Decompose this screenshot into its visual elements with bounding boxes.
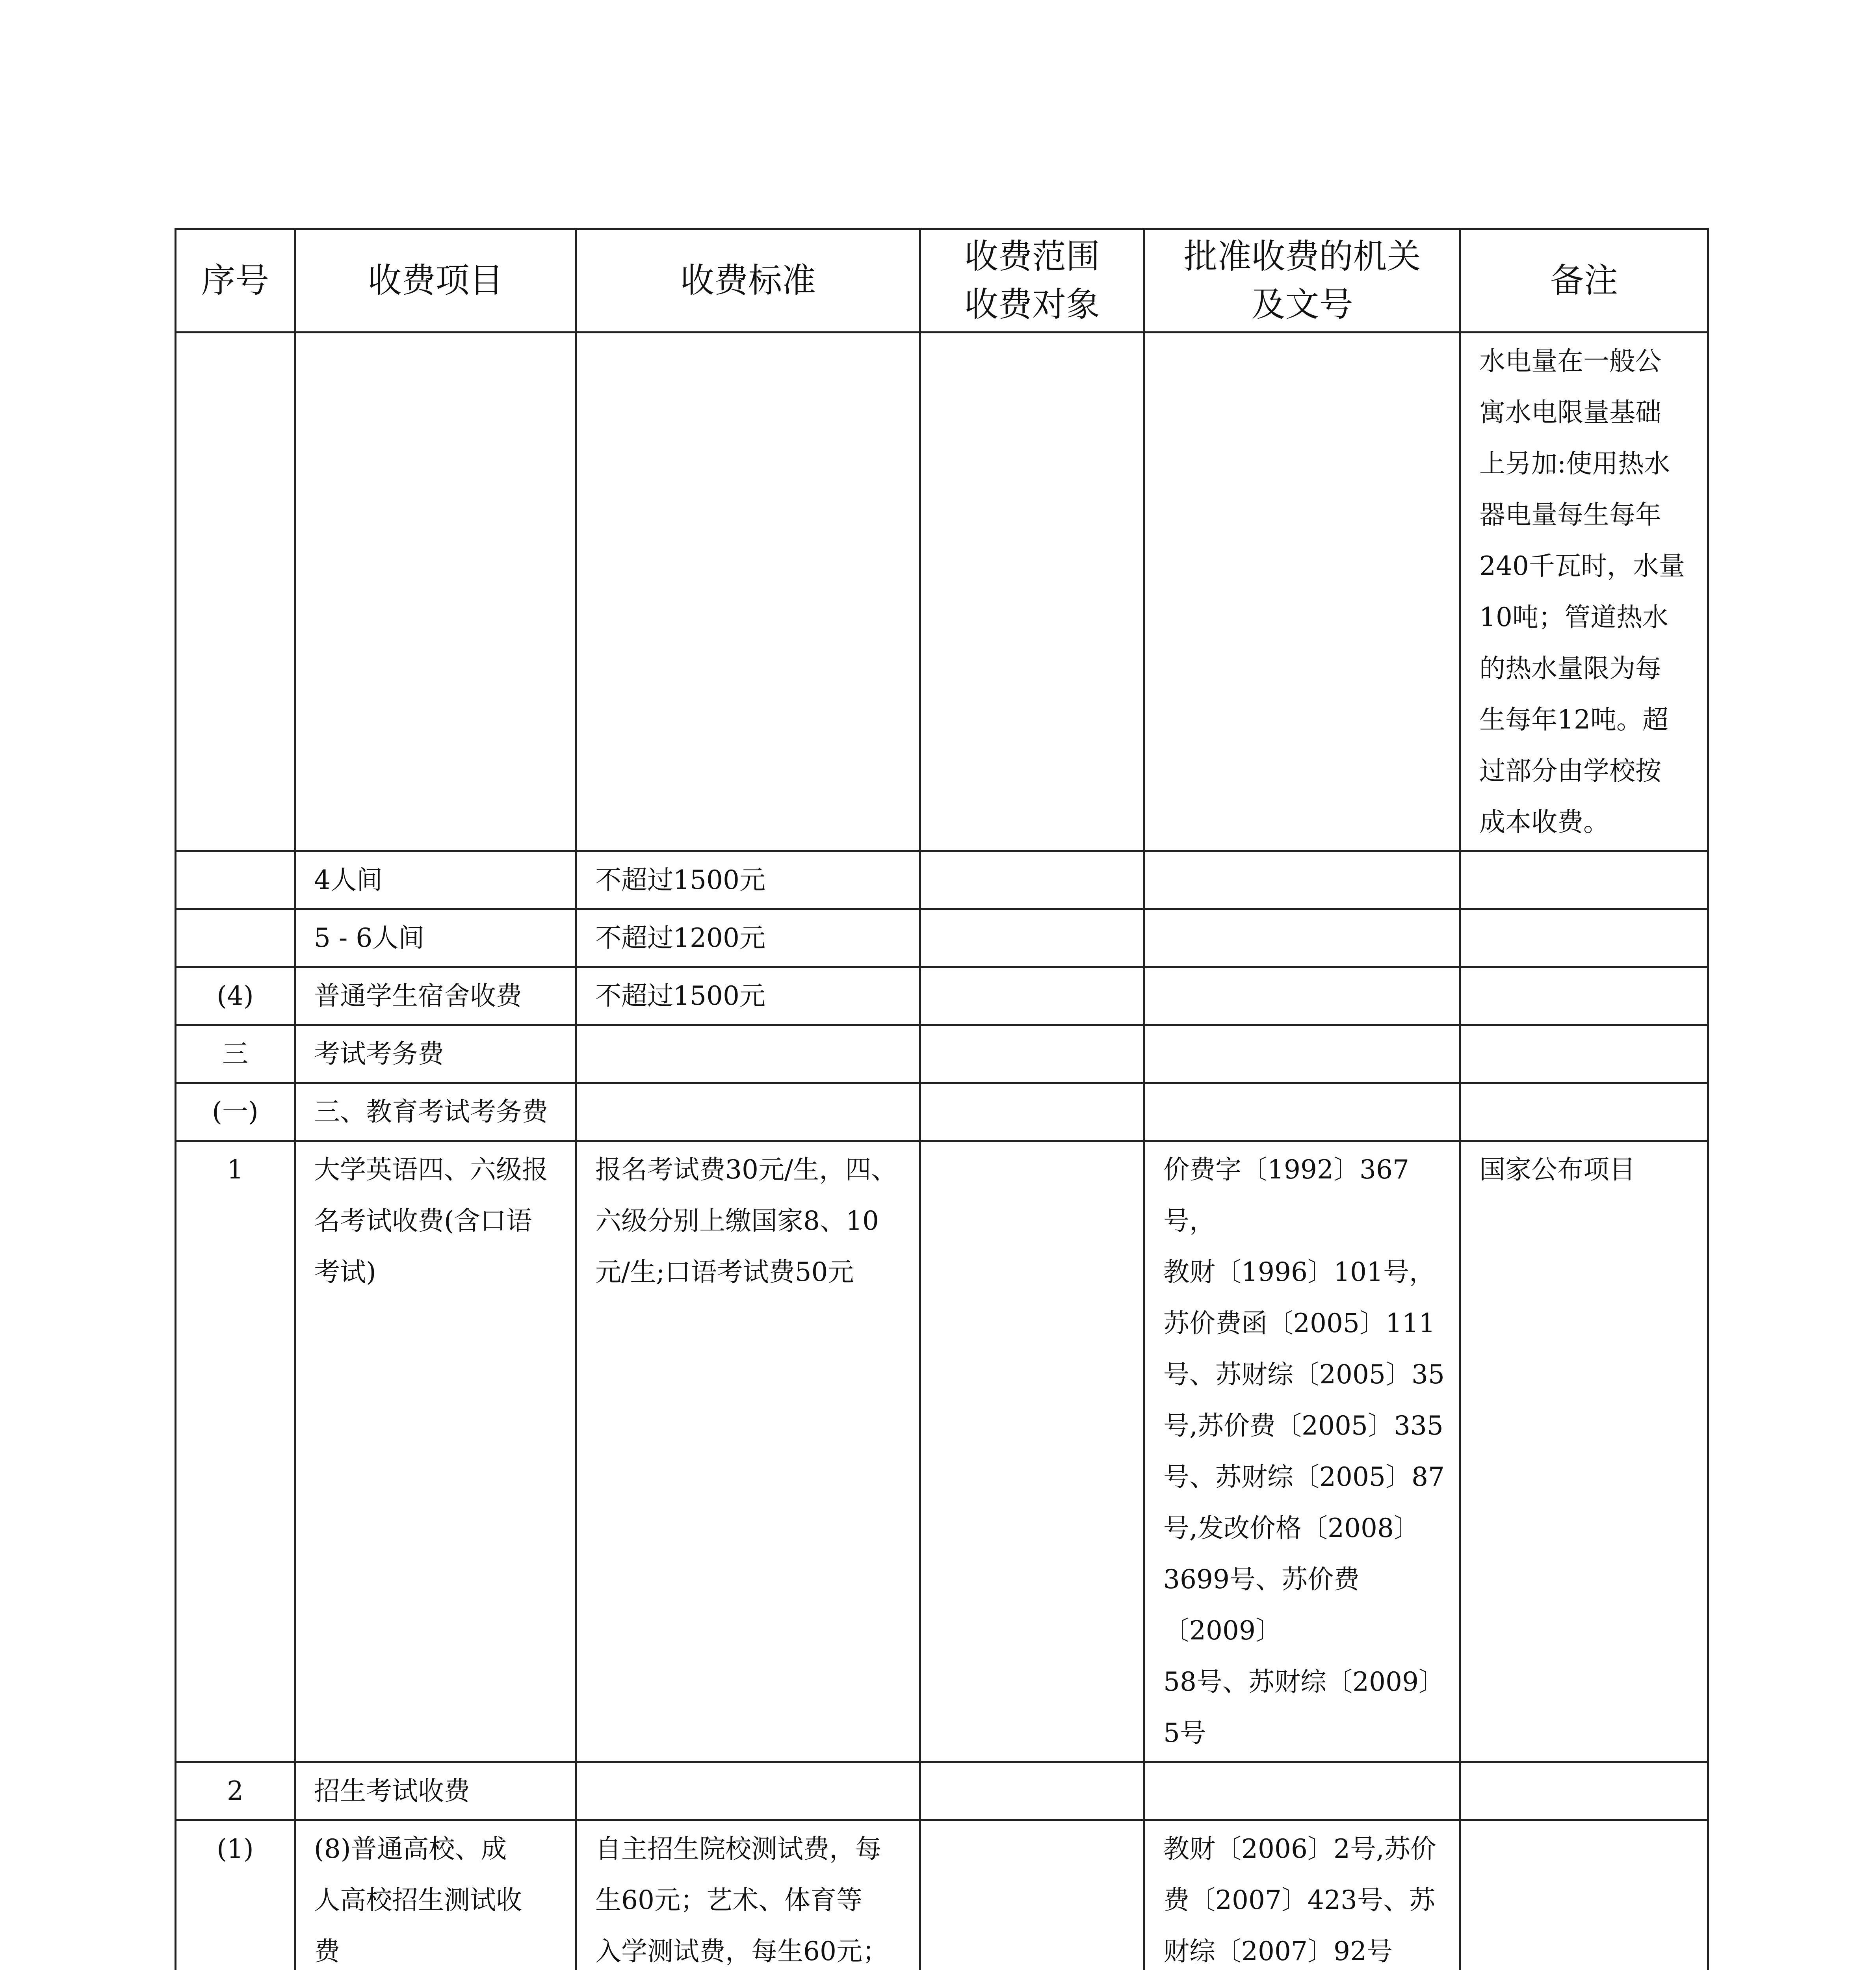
cell-seq-text: (4) — [217, 981, 254, 1011]
cell-note — [1460, 909, 1708, 967]
cell-standard-text: 不超过1200元 — [595, 923, 765, 953]
cell-note-text — [1461, 968, 1707, 973]
cell-note-text — [1461, 1821, 1707, 1826]
cell-note — [1460, 851, 1708, 909]
cell-standard — [576, 1083, 920, 1141]
cell-scope-text — [921, 852, 1143, 857]
cell-note — [1460, 333, 1708, 851]
cell-item — [295, 1762, 576, 1820]
cell-item — [295, 1083, 576, 1141]
cell-standard-text: 自主招生院校测试费，每 生60元；艺术、体育等 入学测试费，每生60元； — [595, 1834, 888, 1966]
cell-standard-text — [577, 333, 919, 338]
cell-standard — [576, 909, 920, 967]
cell-item-text: 大学英语四、六级报 名考试收费(含口语 考试) — [314, 1154, 548, 1287]
cell-item — [295, 1820, 576, 1970]
cell-standard — [576, 1762, 920, 1820]
cell-scope — [920, 1762, 1144, 1820]
cell-authority — [1144, 909, 1460, 967]
cell-scope-text — [921, 1142, 1143, 1147]
cell-standard — [576, 851, 920, 909]
table-row — [176, 333, 1708, 851]
cell-item — [295, 1025, 576, 1083]
cell-scope — [920, 1025, 1144, 1083]
cell-scope — [920, 909, 1144, 967]
cell-authority — [1144, 967, 1460, 1025]
cell-standard-text — [577, 1026, 919, 1031]
cell-seq-text: (1) — [217, 1834, 254, 1864]
cell-seq — [176, 967, 295, 1025]
cell-standard — [576, 333, 920, 851]
cell-note-text — [1461, 910, 1707, 915]
cell-authority — [1144, 851, 1460, 909]
cell-item — [295, 1141, 576, 1762]
cell-seq-text: 2 — [227, 1776, 243, 1806]
cell-scope-text — [921, 1084, 1143, 1089]
cell-seq — [176, 1762, 295, 1820]
cell-authority — [1144, 1083, 1460, 1141]
cell-note-text: 水电量在一般公 寓水电限量基础 上另加:使用热水 器电量每生每年 240千瓦时，水量 10吨；管道热水 的热水量限为每 生每年12吨。超 过部分由学校按 成本收费。 — [1479, 346, 1685, 837]
cell-scope — [920, 1083, 1144, 1141]
cell-authority-text: 教财〔2006〕2号,苏价 费〔2007〕423号、苏 财综〔2007〕92号 — [1163, 1834, 1436, 1966]
cell-authority-text — [1145, 910, 1459, 915]
cell-note-text: 国家公布项目 — [1479, 1154, 1635, 1185]
cell-item-text: 考试考务费 — [314, 1039, 444, 1069]
cell-standard-text — [577, 1084, 919, 1089]
cell-item-text: 三、教育考试考务费 — [314, 1097, 548, 1127]
cell-seq-text — [176, 910, 294, 915]
cell-note — [1460, 967, 1708, 1025]
cell-item-text: (8)普通高校、成 人高校招生测试收 费 — [314, 1834, 522, 1966]
table-header — [176, 229, 1708, 333]
cell-note-text — [1461, 1026, 1707, 1031]
cell-authority — [1144, 1141, 1460, 1762]
cell-scope-text — [921, 968, 1143, 973]
table-body — [176, 333, 1708, 1970]
cell-authority-text — [1145, 852, 1459, 857]
cell-scope — [920, 333, 1144, 851]
cell-scope — [920, 851, 1144, 909]
cell-authority-text — [1145, 1084, 1459, 1089]
cell-authority-text — [1145, 1763, 1459, 1768]
header-scope: 收费范围 收费对象 — [920, 229, 1144, 333]
cell-standard — [576, 1025, 920, 1083]
cell-seq — [176, 909, 295, 967]
cell-standard-text: 报名考试费30元/生，四、 六级分别上缴国家8、10 元/生;口语考试费50元 — [595, 1154, 897, 1287]
cell-item — [295, 967, 576, 1025]
cell-note — [1460, 1083, 1708, 1141]
cell-seq — [176, 1025, 295, 1083]
cell-seq-text: 三 — [222, 1039, 248, 1069]
cell-authority-text — [1145, 1026, 1459, 1031]
cell-note-text — [1461, 1084, 1707, 1089]
table-row — [176, 1141, 1708, 1762]
cell-scope-text — [921, 1026, 1143, 1031]
header-standard: 收费标准 — [576, 229, 920, 333]
cell-standard-text — [577, 1763, 919, 1768]
cell-seq — [176, 851, 295, 909]
cell-authority — [1144, 1025, 1460, 1083]
header-note: 备注 — [1460, 229, 1708, 333]
cell-seq-text: (一) — [212, 1097, 258, 1127]
cell-seq-text — [176, 333, 294, 338]
table-row — [176, 1762, 1708, 1820]
cell-scope-text — [921, 910, 1143, 915]
cell-authority — [1144, 1820, 1460, 1970]
cell-note — [1460, 1141, 1708, 1762]
cell-note — [1460, 1025, 1708, 1083]
cell-item-text: 4人间 — [314, 865, 383, 895]
cell-item — [295, 333, 576, 851]
cell-item — [295, 851, 576, 909]
cell-seq-text — [176, 852, 294, 857]
cell-seq — [176, 333, 295, 851]
cell-note — [1460, 1820, 1708, 1970]
table-row — [176, 1025, 1708, 1083]
cell-authority-text — [1145, 333, 1459, 338]
header-authority: 批准收费的机关 及文号 — [1144, 229, 1460, 333]
header-seq: 序号 — [176, 229, 295, 333]
cell-seq-text: 1 — [227, 1154, 243, 1185]
cell-standard — [576, 1820, 920, 1970]
cell-authority-text: 价费字〔1992〕367号， 教财〔1996〕101号， 苏价费函〔2005〕111 号、苏财综〔2005〕35 号,苏价费〔2005〕335 号、苏财综〔2005〕87 号,发改价格〔2008〕 3699号、苏价费〔2009〕 58号、苏财综〔2009〕 5号 — [1163, 1154, 1445, 1748]
fee-table — [175, 228, 1709, 1970]
cell-scope — [920, 1141, 1144, 1762]
cell-scope-text — [921, 333, 1143, 338]
table-row — [176, 909, 1708, 967]
cell-seq — [176, 1083, 295, 1141]
cell-item-text: 招生考试收费 — [314, 1776, 470, 1806]
cell-item-text — [296, 333, 575, 338]
cell-authority — [1144, 333, 1460, 851]
cell-standard — [576, 1141, 920, 1762]
table-row — [176, 851, 1708, 909]
table-row — [176, 967, 1708, 1025]
cell-scope-text — [921, 1821, 1143, 1826]
header-item: 收费项目 — [295, 229, 576, 333]
cell-scope — [920, 1820, 1144, 1970]
cell-note-text — [1461, 852, 1707, 857]
cell-note — [1460, 1762, 1708, 1820]
cell-authority-text — [1145, 968, 1459, 973]
cell-standard — [576, 967, 920, 1025]
cell-authority — [1144, 1762, 1460, 1820]
cell-note-text — [1461, 1763, 1707, 1768]
cell-item-text: 5 - 6人间 — [314, 923, 425, 953]
cell-seq — [176, 1820, 295, 1970]
table-row — [176, 1083, 1708, 1141]
cell-scope-text — [921, 1763, 1143, 1768]
cell-item-text: 普通学生宿舍收费 — [314, 981, 522, 1011]
cell-standard-text: 不超过1500元 — [595, 865, 765, 895]
cell-seq — [176, 1141, 295, 1762]
cell-standard-text: 不超过1500元 — [595, 981, 765, 1011]
cell-item — [295, 909, 576, 967]
cell-scope — [920, 967, 1144, 1025]
table-row — [176, 1820, 1708, 1970]
